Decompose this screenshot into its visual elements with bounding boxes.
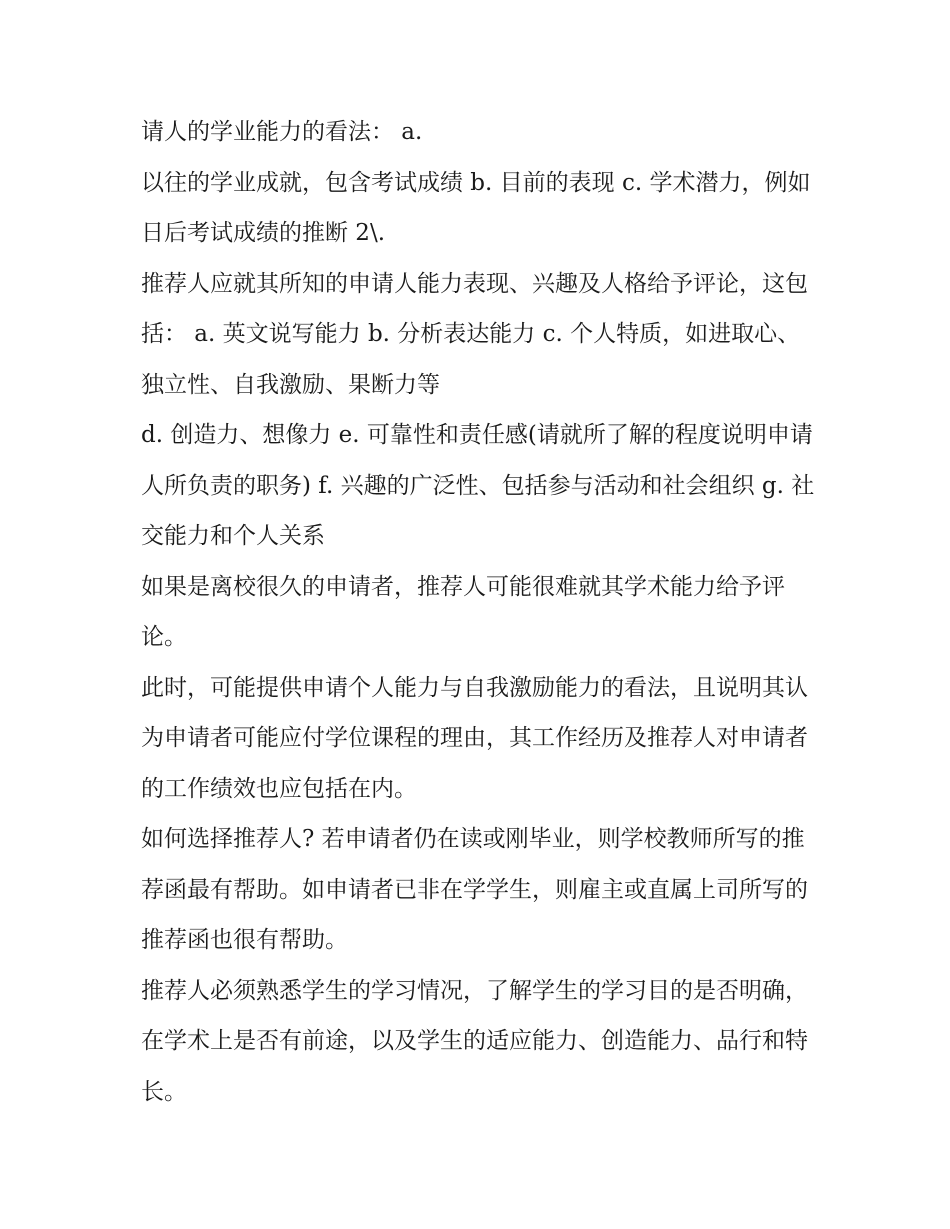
- paragraph-7: 如何选择推荐人? 若申请者仍在读或刚毕业，则学校教师所写的推荐函最有帮助。如申请者已非在学学生，则雇主或直属上司所写的推荐函也很有帮助。: [141, 826, 808, 953]
- paragraph-8: 推荐人必须熟悉学生的学习情况，了解学生的学习目的是否明确，在学术上是否有前途，以及学生的适应能力、创造能力、品行和特长。: [141, 977, 808, 1105]
- paragraph-6: 此时，可能提供申请个人能力与自我激励能力的看法，且说明其认为申请者可能应付学位课程的理由，其工作经历及推荐人对申请者的工作绩效也应包括在内。: [141, 674, 808, 802]
- document-body: [141, 107, 821, 1117]
- paragraph-1: 请人的学业能力的看法： a.: [141, 119, 423, 145]
- paragraph-2: 以往的学业成就，包含考试成绩 b. 目前的表现 c. 学术潜力，例如日后考试成绩的推断 2\.: [141, 169, 811, 246]
- paragraph-3: 推荐人应就其所知的申请人能力表现、兴趣及人格给予评论，这包括： a. 英文说写能力 b. 分析表达能力 c. 个人特质，如进取心、独立性、自我激励、果断力等: [141, 270, 808, 398]
- paragraph-4: d. 创造力、想像力 e. 可靠性和责任感(请就所了解的程度说明申请人所负责的职务) f. 兴趣的广泛性、包括参与活动和社会组织 g. 社交能力和个人关系: [141, 422, 815, 549]
- paragraph-5: 如果是离校很久的申请者，推荐人可能很难就其学术能力给予评论。: [141, 573, 785, 650]
